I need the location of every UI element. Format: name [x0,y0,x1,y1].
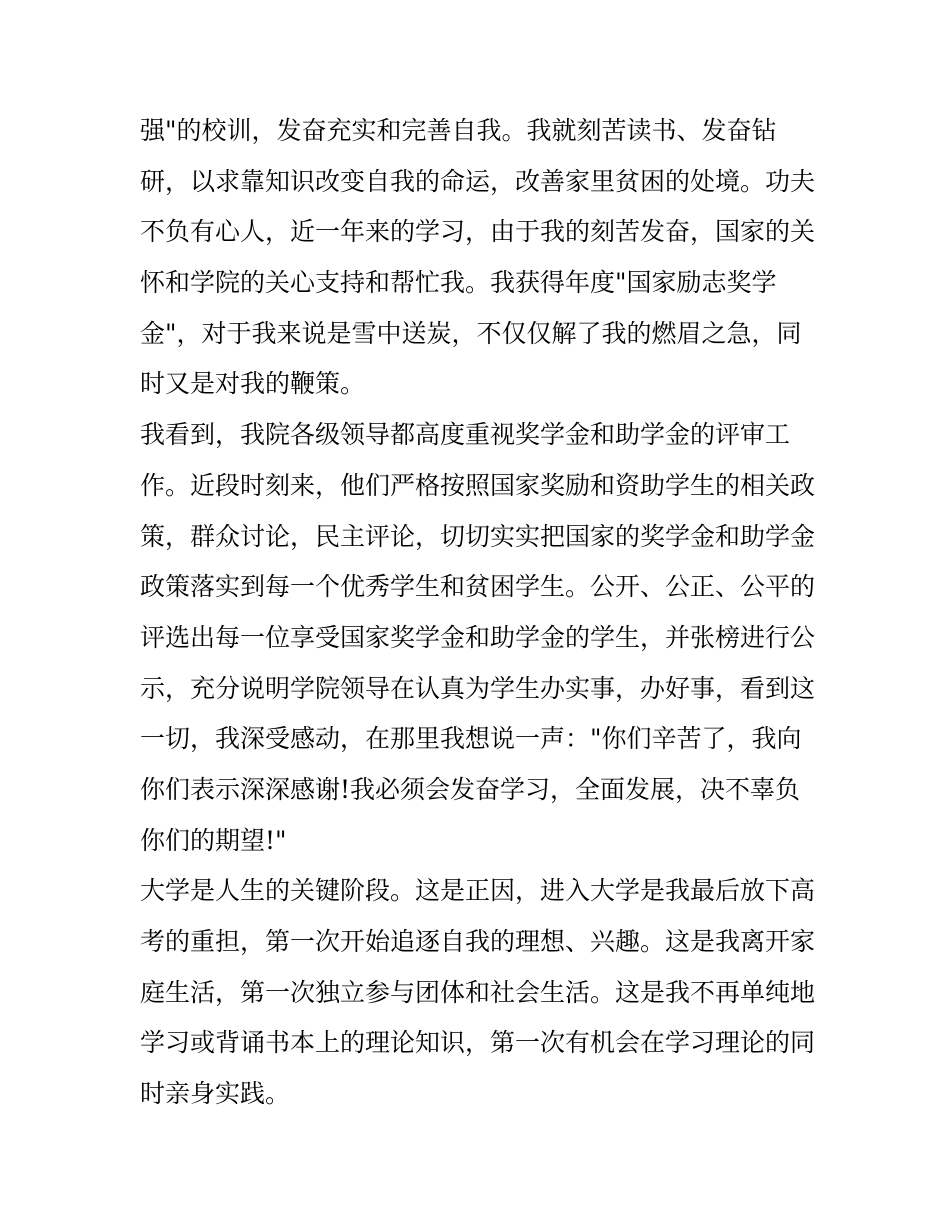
text-line: 强"的校训，发奋充实和完善自我。我就刻苦读书、发奋钻 [140,116,777,145]
text-line: 评选出每一位享受国家奖学金和助学金的学生，并张榜进行公 [140,622,816,652]
text-line: 时亲身实践。 [140,1079,291,1109]
text-line: 示，充分说明学院领导在认真为学生办实事，办好事，看到这 [140,673,816,703]
text-line: 怀和学院的关心支持和帮忙我。我获得年度"国家励志奖学 [140,268,777,298]
text-line: 作。近段时刻来，他们严格按照国家奖励和资助学生的相关政 [140,470,816,500]
document-body [140,106,830,1120]
text-line: 我看到，我院各级领导都高度重视奖学金和助学金的评审工 [140,420,791,450]
text-line: 一切，我深受感动，在那里我想说一声："你们辛苦了，我向 [140,724,802,754]
text-line: 你们的期望!" [140,825,287,855]
text-line: 学习或背诵书本上的理论知识，第一次有机会在学习理论的同 [140,1028,816,1058]
text-line: 政策落实到每一个优秀学生和贫困学生。公开、公正、公平的 [140,572,816,602]
text-line: 研，以求靠知识改变自我的命运，改善家里贫困的处境。功夫 [140,166,816,196]
text-line: 庭生活，第一次独立参与团体和社会生活。这是我不再单纯地 [140,977,816,1007]
text-line: 你们表示深深感谢!我必须会发奋学习，全面发展，决不辜负 [140,774,801,804]
text-line: 大学是人生的关键阶段。这是正因，进入大学是我最后放下高 [140,876,816,906]
text-line: 不负有心人，近一年来的学习，由于我的刻苦发奋，国家的关 [140,217,816,247]
text-line: 金"，对于我来说是雪中送炭，不仅仅解了我的燃眉之急，同 [140,318,802,348]
text-line: 考的重担，第一次开始追逐自我的理想、兴趣。这是我离开家 [140,927,816,956]
text-line: 策，群众讨论，民主评论，切切实实把国家的奖学金和助学金 [140,521,816,551]
text-line: 时又是对我的鞭策。 [140,369,366,399]
